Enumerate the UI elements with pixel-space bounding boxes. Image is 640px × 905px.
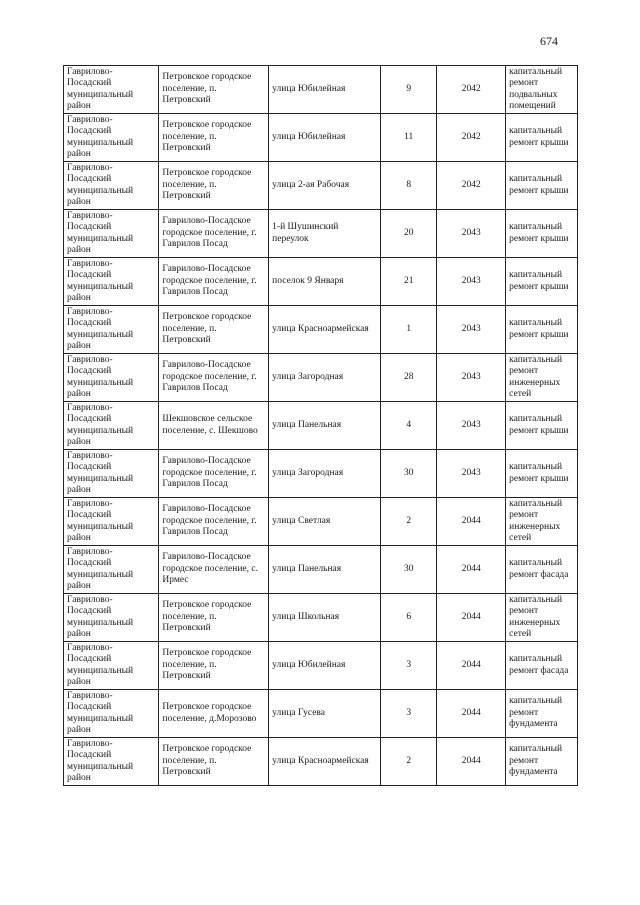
settlement-cell: Гаврилово-Посадское городское поселение, с. Ирмес — [159, 546, 269, 594]
table-row — [64, 114, 578, 162]
district-cell: Гаврилово-Посадский муниципальный район — [64, 642, 159, 690]
table-row — [64, 162, 578, 210]
street-cell: улица Светлая — [269, 498, 381, 546]
work-type-cell: капитальный ремонт крыши — [506, 114, 578, 162]
house-number-cell: 4 — [381, 402, 437, 450]
planned-year-cell: 2042 — [437, 114, 506, 162]
house-number-cell: 1 — [381, 306, 437, 354]
settlement-cell: Петровское городское поселение, п. Петровский — [159, 738, 269, 786]
planned-year-cell: 2042 — [437, 66, 506, 114]
district-cell: Гаврилово-Посадский муниципальный район — [64, 498, 159, 546]
work-type-cell: капитальный ремонт крыши — [506, 258, 578, 306]
house-number-cell: 30 — [381, 450, 437, 498]
house-number-cell: 28 — [381, 354, 437, 402]
planned-year-cell: 2043 — [437, 306, 506, 354]
house-number-cell: 3 — [381, 642, 437, 690]
table-row — [64, 210, 578, 258]
street-cell: улица Юбилейная — [269, 114, 381, 162]
work-type-cell: капитальный ремонт инженерных сетей — [506, 498, 578, 546]
settlement-cell: Петровское городское поселение, п. Петровский — [159, 306, 269, 354]
settlement-cell: Петровское городское поселение, д.Морозово — [159, 690, 269, 738]
district-cell: Гаврилово-Посадский муниципальный район — [64, 114, 159, 162]
planned-year-cell: 2043 — [437, 450, 506, 498]
street-cell: улица Красноармейская — [269, 306, 381, 354]
house-number-cell: 30 — [381, 546, 437, 594]
district-cell: Гаврилово-Посадский муниципальный район — [64, 402, 159, 450]
house-number-cell: 2 — [381, 498, 437, 546]
district-cell: Гаврилово-Посадский муниципальный район — [64, 306, 159, 354]
street-cell: 1-й Шушинский переулок — [269, 210, 381, 258]
work-type-cell: капитальный ремонт инженерных сетей — [506, 594, 578, 642]
settlement-cell: Гаврилово-Посадское городское поселение, г. Гаврилов Посад — [159, 498, 269, 546]
planned-year-cell: 2043 — [437, 210, 506, 258]
planned-year-cell: 2043 — [437, 402, 506, 450]
house-number-cell: 6 — [381, 594, 437, 642]
house-number-cell: 11 — [381, 114, 437, 162]
work-type-cell: капитальный ремонт крыши — [506, 402, 578, 450]
table-row — [64, 690, 578, 738]
planned-year-cell: 2042 — [437, 162, 506, 210]
settlement-cell: Петровское городское поселение, п. Петровский — [159, 594, 269, 642]
work-type-cell: капитальный ремонт фундамента — [506, 738, 578, 786]
planned-year-cell: 2043 — [437, 354, 506, 402]
house-number-cell: 9 — [381, 66, 437, 114]
table-row — [64, 402, 578, 450]
district-cell: Гаврилово-Посадский муниципальный район — [64, 354, 159, 402]
settlement-cell: Гаврилово-Посадское городское поселение, г. Гаврилов Посад — [159, 258, 269, 306]
work-type-cell: капитальный ремонт крыши — [506, 450, 578, 498]
street-cell: улица Юбилейная — [269, 66, 381, 114]
repair-schedule-body — [64, 66, 578, 786]
district-cell: Гаврилово-Посадский муниципальный район — [64, 690, 159, 738]
table-row — [64, 66, 578, 114]
street-cell: улица Гусева — [269, 690, 381, 738]
work-type-cell: капитальный ремонт фундамента — [506, 690, 578, 738]
work-type-cell: капитальный ремонт крыши — [506, 162, 578, 210]
settlement-cell: Шекшовское сельское поселение, с. Шекшово — [159, 402, 269, 450]
table-row — [64, 738, 578, 786]
table-row — [64, 642, 578, 690]
planned-year-cell: 2044 — [437, 690, 506, 738]
work-type-cell: капитальный ремонт подвальных помещений — [506, 66, 578, 114]
street-cell: улица Панельная — [269, 546, 381, 594]
settlement-cell: Петровское городское поселение, п. Петровский — [159, 642, 269, 690]
settlement-cell: Петровское городское поселение, п. Петровский — [159, 162, 269, 210]
house-number-cell: 21 — [381, 258, 437, 306]
table-row — [64, 354, 578, 402]
work-type-cell: капитальный ремонт крыши — [506, 306, 578, 354]
work-type-cell: капитальный ремонт фасада — [506, 642, 578, 690]
settlement-cell: Гаврилово-Посадское городское поселение, г. Гаврилов Посад — [159, 210, 269, 258]
house-number-cell: 2 — [381, 738, 437, 786]
work-type-cell: капитальный ремонт инженерных сетей — [506, 354, 578, 402]
street-cell: улица Панельная — [269, 402, 381, 450]
house-number-cell: 20 — [381, 210, 437, 258]
district-cell: Гаврилово-Посадский муниципальный район — [64, 738, 159, 786]
planned-year-cell: 2044 — [437, 642, 506, 690]
page-number: 674 — [540, 34, 558, 48]
work-type-cell: капитальный ремонт фасада — [506, 546, 578, 594]
district-cell: Гаврилово-Посадский муниципальный район — [64, 258, 159, 306]
planned-year-cell: 2044 — [437, 594, 506, 642]
district-cell: Гаврилово-Посадский муниципальный район — [64, 594, 159, 642]
planned-year-cell: 2044 — [437, 546, 506, 594]
table-row — [64, 594, 578, 642]
table-row — [64, 306, 578, 354]
planned-year-cell: 2043 — [437, 258, 506, 306]
settlement-cell: Петровское городское поселение, п. Петровский — [159, 66, 269, 114]
district-cell: Гаврилово-Посадский муниципальный район — [64, 66, 159, 114]
street-cell: поселок 9 Января — [269, 258, 381, 306]
settlement-cell: Петровское городское поселение, п. Петровский — [159, 114, 269, 162]
street-cell: улица 2-ая Рабочая — [269, 162, 381, 210]
district-cell: Гаврилово-Посадский муниципальный район — [64, 450, 159, 498]
district-cell: Гаврилово-Посадский муниципальный район — [64, 210, 159, 258]
district-cell: Гаврилово-Посадский муниципальный район — [64, 546, 159, 594]
house-number-cell: 8 — [381, 162, 437, 210]
street-cell: улица Загородная — [269, 354, 381, 402]
planned-year-cell: 2044 — [437, 498, 506, 546]
settlement-cell: Гаврилово-Посадское городское поселение, г. Гаврилов Посад — [159, 354, 269, 402]
street-cell: улица Красноармейская — [269, 738, 381, 786]
work-type-cell: капитальный ремонт крыши — [506, 210, 578, 258]
house-number-cell: 3 — [381, 690, 437, 738]
repair-schedule-table — [63, 65, 578, 786]
table-row — [64, 546, 578, 594]
street-cell: улица Загородная — [269, 450, 381, 498]
table-row — [64, 258, 578, 306]
planned-year-cell: 2044 — [437, 738, 506, 786]
district-cell: Гаврилово-Посадский муниципальный район — [64, 162, 159, 210]
street-cell: улица Школьная — [269, 594, 381, 642]
street-cell: улица Юбилейная — [269, 642, 381, 690]
table-row — [64, 498, 578, 546]
table-row — [64, 450, 578, 498]
settlement-cell: Гаврилово-Посадское городское поселение, г. Гаврилов Посад — [159, 450, 269, 498]
